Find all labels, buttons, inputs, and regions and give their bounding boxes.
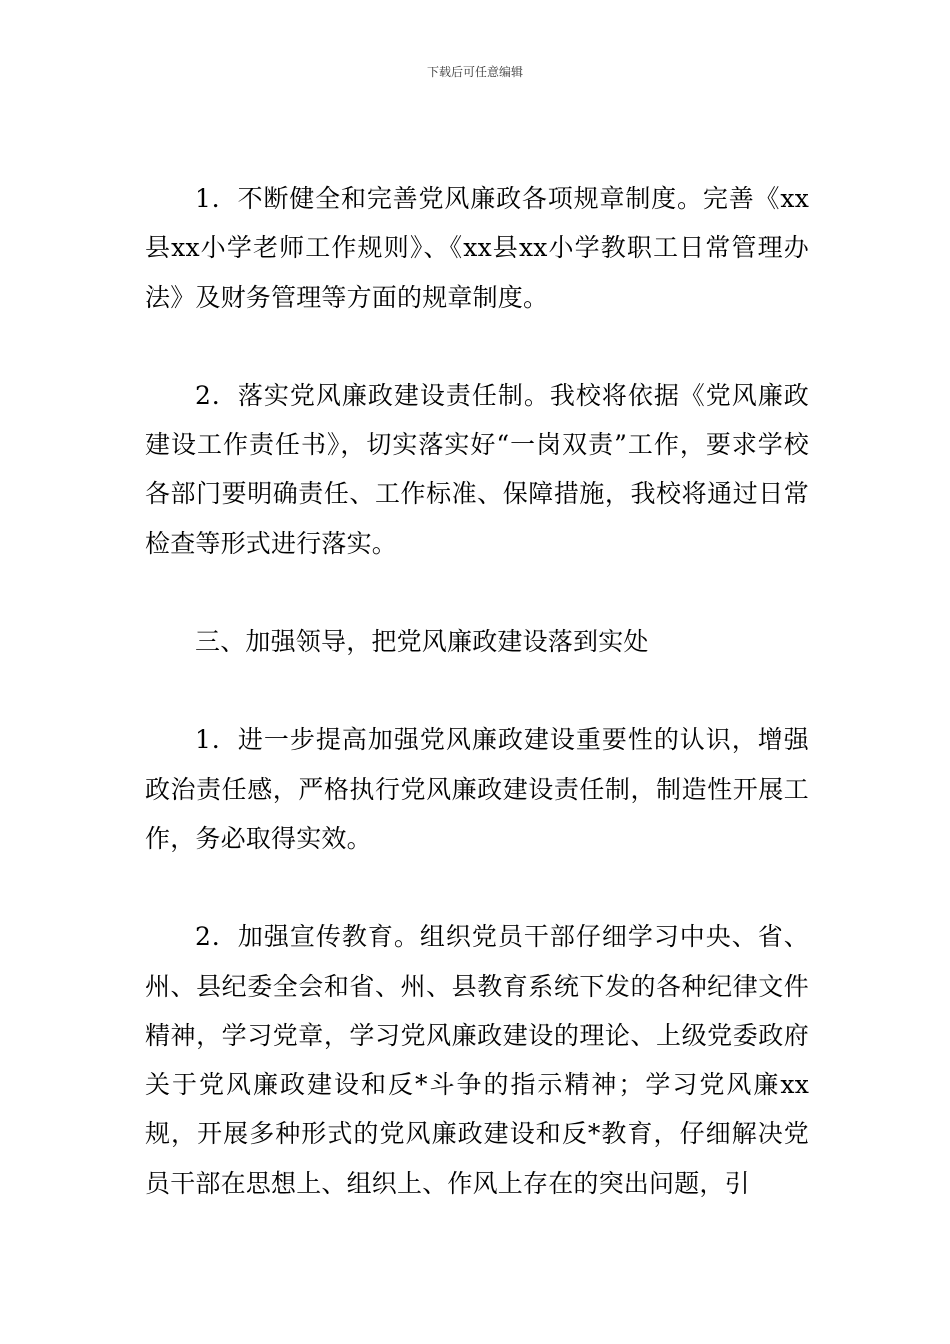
paragraph-1: 1．不断健全和完善党风廉政各项规章制度。完善《xx县xx小学老师工作规则》、《xx县xx小学教职工日常管理办法》及财务管理等方面的规章制度。 <box>145 184 809 312</box>
page-header-note: 下载后可任意编辑 <box>426 65 523 79</box>
paragraph-2: 2．落实党风廉政建设责任制。我校将依据《党风廉政建设工作责任书》，切实落实好“一岗双责”工作，要求学校各部门要明确责任、工作标准、保障措施，我校将通过日常检查等形式进行落实。 <box>145 380 809 558</box>
paragraph-4: 2．加强宣传教育。组织党员干部仔细学习中央、省、州、县纪委全会和省、州、县教育系统下发的各种纪律文件精神，学习党章，学习党风廉政建设的理论、上级党委政府关于党风廉政建设和反*斗争的指示精神；学习党风廉xx规，开展多种形式的党风廉政建设和反*教育，仔细解决党员干部在思想上、组织上、作风上存在的突出问题，引 <box>145 922 809 1198</box>
section-heading: 三、加强领导，把党风廉政建设落到实处 <box>195 627 649 657</box>
document-body <box>145 174 809 1257</box>
paragraph-3: 1．进一步提高加强党风廉政建设重要性的认识，增强政治责任感，严格执行党风廉政建设责任制，制造性开展工作，务必取得实效。 <box>145 725 809 853</box>
